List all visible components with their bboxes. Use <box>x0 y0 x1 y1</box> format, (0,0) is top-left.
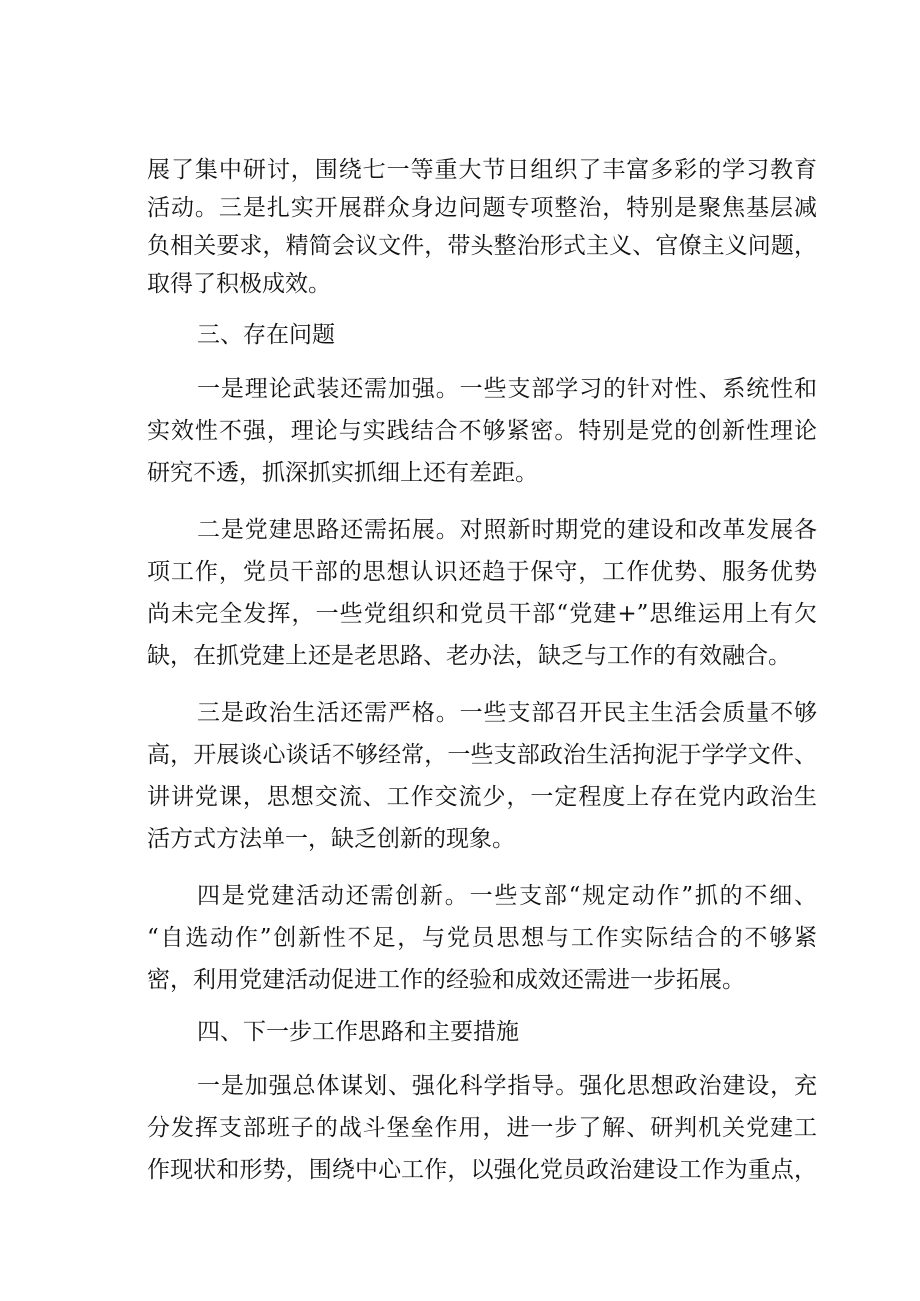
text-line: 负相关要求，精简会议文件，带头整治形式主义、官僚主义问题， <box>147 233 817 259</box>
text-line: 活方式方法单一，缺乏创新的现象。 <box>147 826 515 852</box>
text-line: 一是理论武装还需加强。一些支部学习的针对性、系统性和 <box>197 376 817 402</box>
text-line: 尚未完全发挥，一些党组织和党员干部“党建+”思维运用上有欠 <box>147 601 817 627</box>
text-line: 分发挥支部班子的战斗堡垒作用，进一步了解、研判机关党建工 <box>147 1115 817 1141</box>
text-line: 高，开展谈心谈话不够经常，一些支部政治生活拘泥于学学文件、 <box>147 742 817 768</box>
text-line: 二是党建思路还需拓展。对照新时期党的建设和改革发展各 <box>197 517 817 543</box>
text-line: 四是党建活动还需创新。一些支部“规定动作”抓的不细、 <box>197 883 817 909</box>
text-line: 项工作，党员干部的思想认识还趋于保守，工作优势、服务优势 <box>147 559 817 585</box>
section-3-heading: 三、存在问题 <box>197 322 335 348</box>
text-line: 密，利用党建活动促进工作的经验和成效还需进一步拓展。 <box>147 967 745 993</box>
text-line: 一是加强总体谋划、强化科学指导。强化思想政治建设，充 <box>197 1073 817 1099</box>
section-4-heading: 四、下一步工作思路和主要措施 <box>197 1019 519 1045</box>
text-line: 展了集中研讨，围绕七一等重大节日组织了丰富多彩的学习教育 <box>147 157 817 183</box>
text-line: 实效性不强，理论与实践结合不够紧密。特别是党的创新性理论 <box>147 418 817 444</box>
text-line: “自选动作”创新性不足，与党员思想与工作实际结合的不够紧 <box>147 925 817 951</box>
text-line: 缺，在抓党建上还是老思路、老办法，缺乏与工作的有效融合。 <box>147 643 791 669</box>
text-line: 取得了积极成效。 <box>147 271 331 297</box>
text-line: 研究不透，抓深抓实抓细上还有差距。 <box>147 460 538 486</box>
text-line: 三是政治生活还需严格。一些支部召开民主生活会质量不够 <box>197 700 817 726</box>
text-line: 讲讲党课，思想交流、工作交流少，一定程度上存在党内政治生 <box>147 784 817 810</box>
text-line: 活动。三是扎实开展群众身边问题专项整治，特别是聚焦基层减 <box>147 195 817 221</box>
text-line: 作现状和形势，围绕中心工作，以强化党员政治建设工作为重点， <box>147 1157 817 1183</box>
